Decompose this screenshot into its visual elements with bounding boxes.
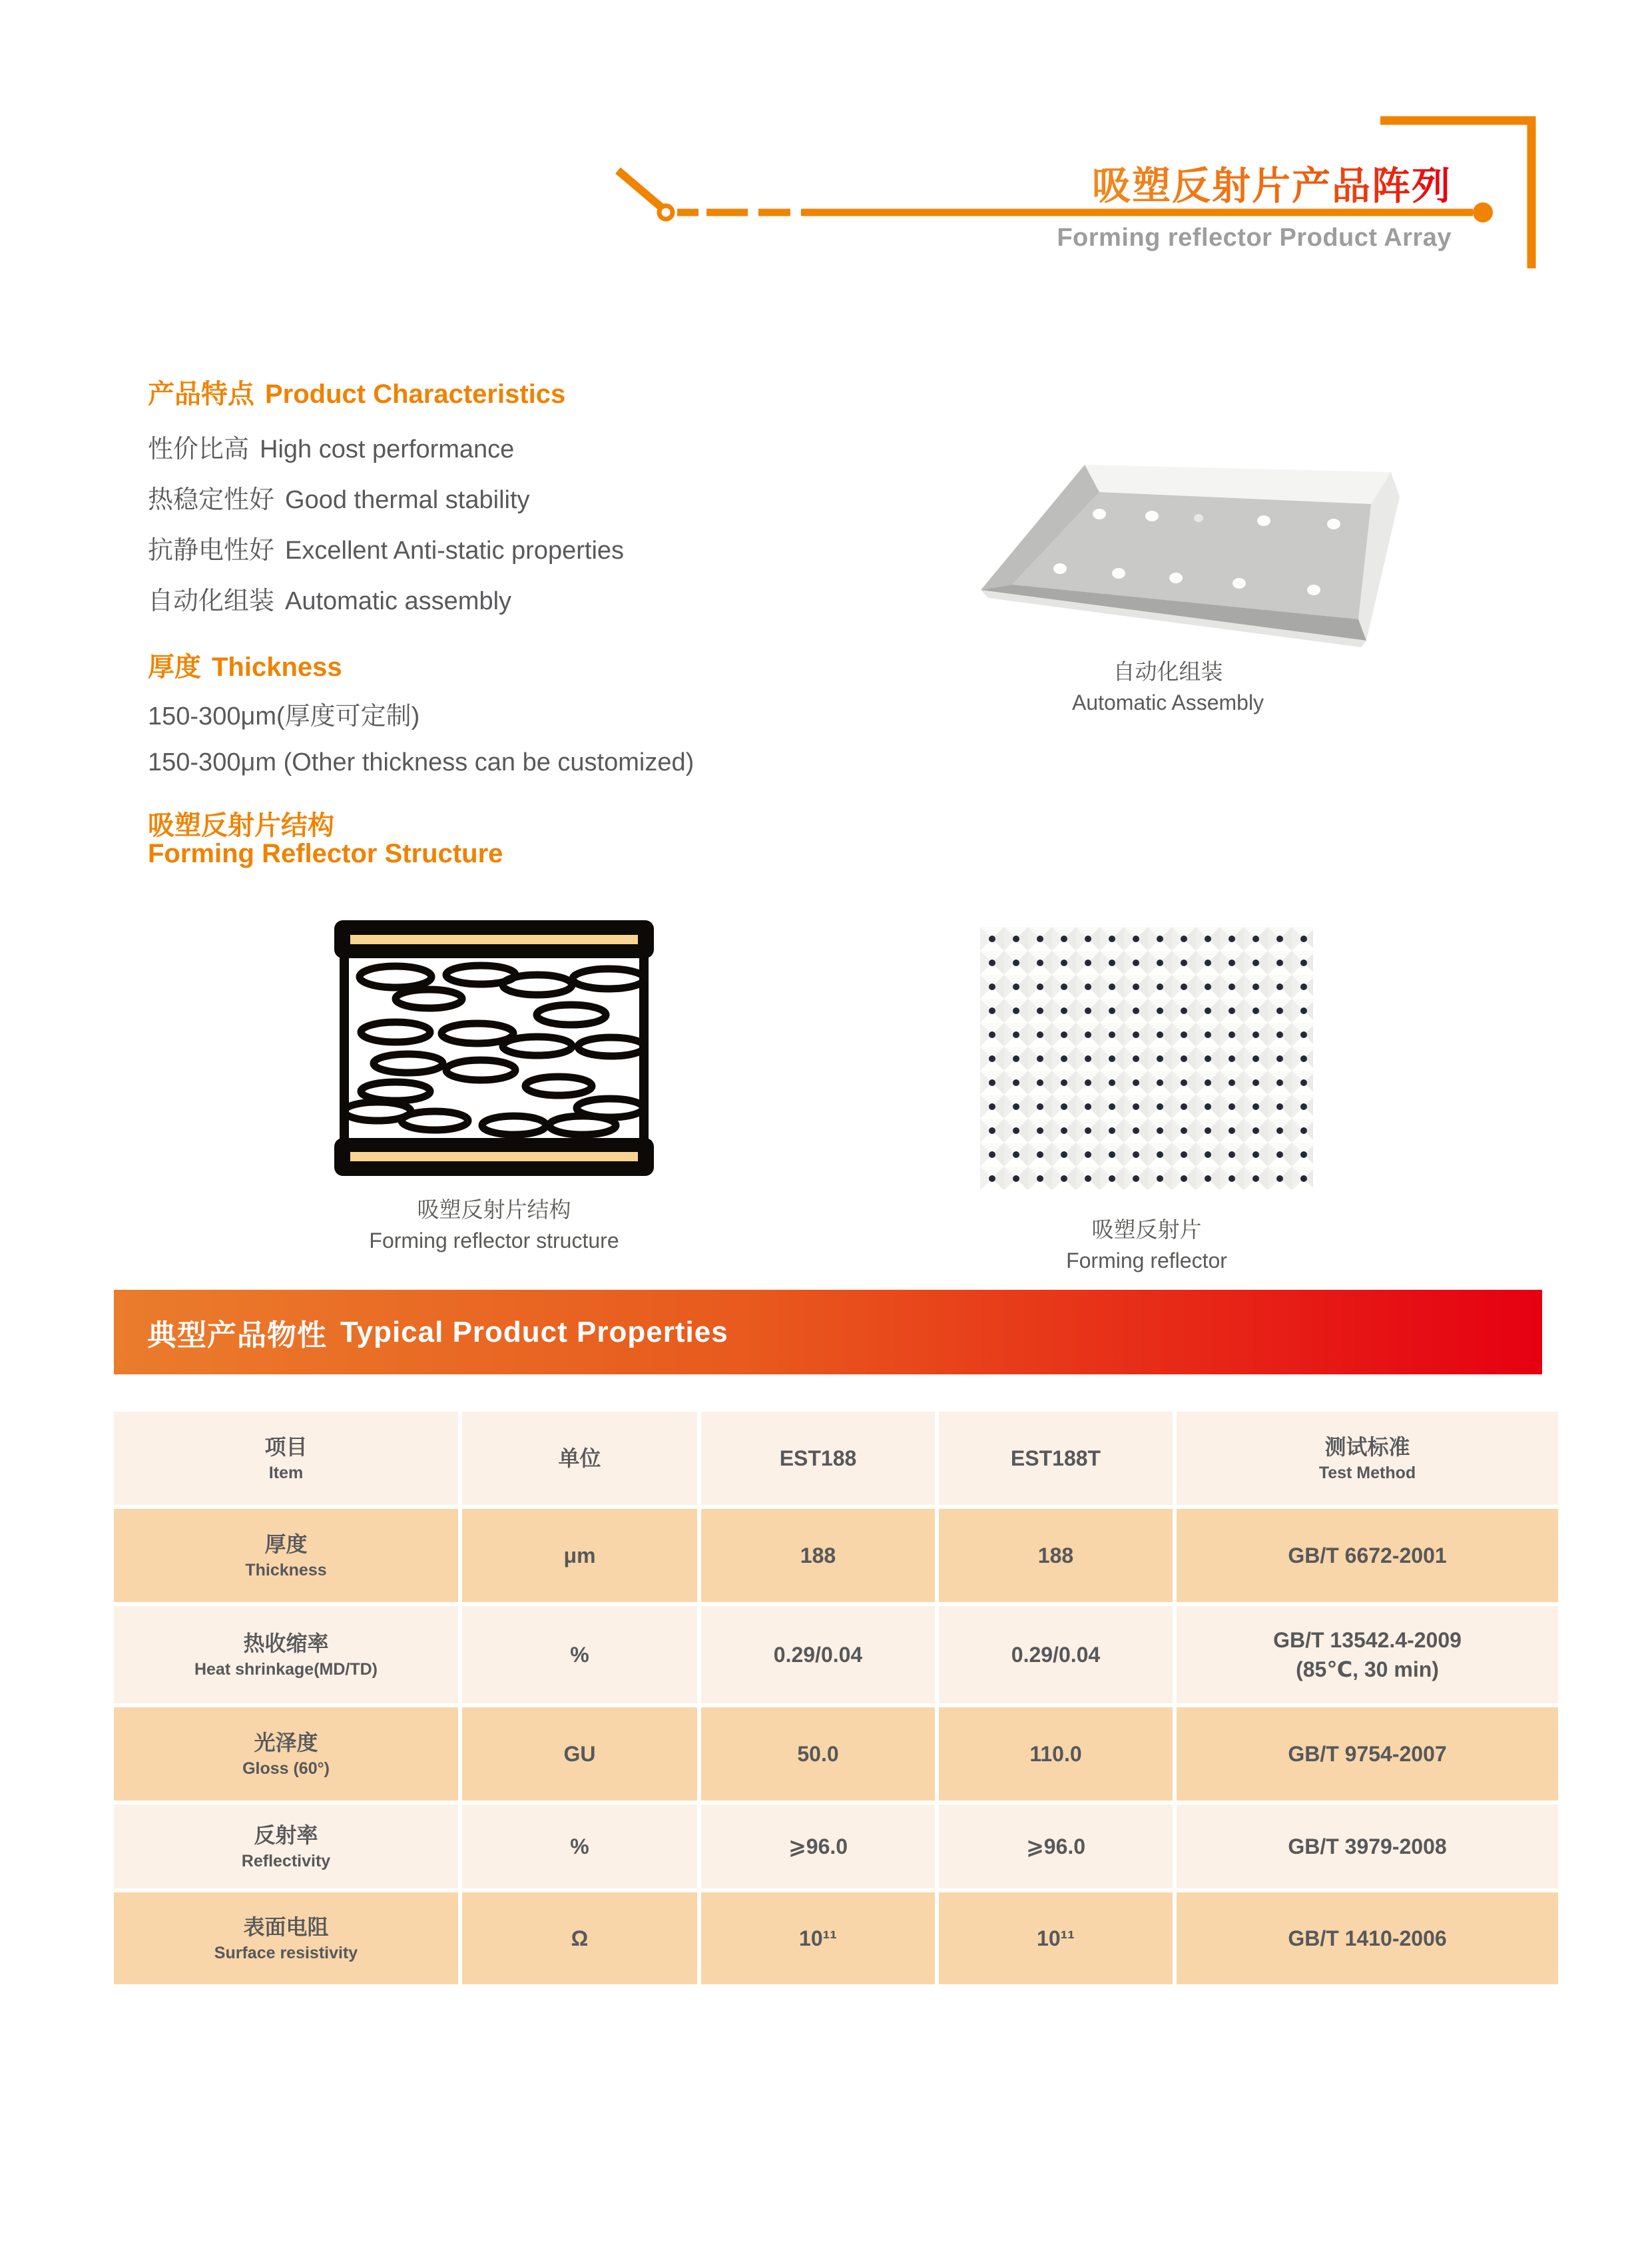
table-row-reflectivity-est188 — [701, 1805, 935, 1888]
row-value: 0.29/0.04 — [1011, 1643, 1101, 1667]
table-row-shrinkage-method — [1177, 1606, 1558, 1703]
row-unit: GU — [563, 1742, 596, 1766]
feature-zh: 性价比高 — [148, 435, 250, 463]
table-row-shrinkage-item — [114, 1606, 458, 1703]
thickness-line-2: 150-300μm (Other thickness can be customized) — [148, 748, 694, 776]
forming-reflector-image — [980, 927, 1313, 1189]
table-row-reflectivity-unit — [462, 1805, 697, 1888]
table-row-reflectivity-item — [114, 1805, 458, 1888]
feature-en: Automatic assembly — [285, 587, 512, 615]
table-row-resistivity-est188t — [939, 1892, 1173, 1984]
void-ellipses — [344, 966, 645, 1135]
line-ring-node — [659, 206, 673, 219]
feature-en: Good thermal stability — [285, 486, 530, 514]
row-value: ⩾96.0 — [1025, 1834, 1086, 1858]
table-row-reflectivity-method — [1177, 1805, 1558, 1888]
table-row-gloss-item — [114, 1707, 458, 1801]
structure-heading-en: Forming Reflector Structure — [148, 839, 503, 868]
reflector-caption-en: Forming reflector — [1066, 1249, 1227, 1272]
row-unit: μm — [563, 1543, 596, 1567]
thickness-heading — [148, 646, 342, 684]
page-subtitle: Forming reflector Product Array — [1057, 224, 1452, 252]
row-value: 10¹¹ — [1037, 1926, 1075, 1950]
table-row-resistivity-item — [114, 1892, 458, 1984]
row-item-zh: 表面电阻 — [243, 1915, 329, 1939]
row-method: GB/T 9754-2007 — [1288, 1742, 1447, 1766]
row-value: 188 — [1037, 1543, 1074, 1567]
properties-banner-en: Typical Product Properties — [340, 1315, 728, 1348]
feature-item — [148, 479, 530, 515]
row-item-en: Surface resistivity — [214, 1944, 358, 1962]
row-method: GB/T 1410-2006 — [1288, 1926, 1447, 1950]
header-est188t: EST188T — [1010, 1446, 1101, 1470]
assembly-caption-en: Automatic Assembly — [1071, 691, 1264, 714]
header-item-zh: 项目 — [264, 1435, 308, 1459]
row-unit: % — [570, 1643, 589, 1667]
table-header-method — [1177, 1412, 1558, 1505]
header-decoration-lines — [0, 0, 1652, 306]
row-unit: % — [570, 1834, 589, 1858]
header-method-en: Test Method — [1318, 1464, 1416, 1482]
table-header-item — [114, 1412, 458, 1505]
row-item-zh: 反射率 — [254, 1823, 318, 1847]
properties-banner — [114, 1290, 1542, 1374]
characteristics-heading — [148, 373, 565, 411]
header-est188: EST188 — [779, 1446, 857, 1470]
row-method: GB/T 13542.4-2009 — [1273, 1628, 1462, 1652]
row-item-zh: 光泽度 — [254, 1731, 318, 1755]
table-row-gloss-unit — [462, 1707, 697, 1801]
row-value: 10¹¹ — [799, 1926, 837, 1950]
feature-zh: 自动化组装 — [148, 587, 275, 615]
reflector-caption — [980, 1215, 1313, 1276]
table-row-thickness-method — [1177, 1509, 1558, 1602]
row-method-2: (85℃, 30 min) — [1296, 1657, 1439, 1681]
table-row-resistivity-est188 — [701, 1892, 935, 1984]
row-value: 110.0 — [1029, 1742, 1082, 1766]
row-unit: Ω — [571, 1926, 589, 1950]
table-row-gloss-method — [1177, 1707, 1558, 1801]
row-item-en: Reflectivity — [241, 1852, 331, 1870]
table-header-est188 — [701, 1412, 935, 1505]
header-unit: 单位 — [558, 1446, 601, 1470]
table-row-shrinkage-unit — [462, 1606, 697, 1703]
header-item-en: Item — [268, 1464, 304, 1482]
table-row-resistivity-method — [1177, 1892, 1558, 1984]
table-row-thickness-est188 — [701, 1509, 935, 1602]
header-method-zh: 测试标准 — [1324, 1435, 1410, 1459]
assembly-caption — [968, 657, 1368, 718]
structure-caption-zh: 吸塑反射片结构 — [417, 1197, 571, 1222]
row-item-en: Gloss (60°) — [242, 1759, 330, 1778]
table-row-thickness-unit — [462, 1509, 697, 1602]
feature-item — [148, 580, 511, 617]
line-end-dot — [1473, 202, 1493, 222]
feature-en: Excellent Anti-static properties — [285, 537, 625, 565]
characteristics-heading-zh: 产品特点 — [148, 380, 254, 409]
reflector-caption-zh: 吸塑反射片 — [1091, 1217, 1202, 1242]
automatic-assembly-image — [959, 453, 1412, 653]
feature-zh: 抗静电性好 — [148, 537, 275, 565]
table-header-unit — [462, 1412, 697, 1505]
structure-caption-en: Forming reflector structure — [369, 1229, 619, 1253]
table-row-gloss-est188 — [701, 1707, 935, 1801]
properties-banner-zh: 典型产品物性 — [147, 1318, 327, 1352]
feature-item — [148, 529, 624, 566]
row-method: GB/T 3979-2008 — [1288, 1834, 1447, 1858]
table-row-thickness-est188t — [939, 1509, 1173, 1602]
characteristics-heading-en: Product Characteristics — [265, 380, 566, 409]
table-row-shrinkage-est188t — [939, 1606, 1173, 1703]
row-item-zh: 厚度 — [264, 1532, 308, 1556]
page-title: 吸塑反射片产品阵列 — [1092, 154, 1452, 210]
table-row-shrinkage-est188 — [701, 1606, 935, 1703]
properties-table — [114, 1412, 1542, 1984]
table-row-gloss-est188t — [939, 1707, 1173, 1801]
row-value: 50.0 — [797, 1742, 839, 1766]
row-item-zh: 热收缩率 — [243, 1631, 329, 1655]
structure-heading-zh: 吸塑反射片结构 — [148, 811, 334, 840]
table-row-thickness-item — [114, 1509, 458, 1602]
feature-en: High cost performance — [260, 435, 515, 463]
structure-caption — [334, 1195, 654, 1256]
row-value: 0.29/0.04 — [773, 1643, 863, 1667]
thickness-line-1: 150-300μm(厚度可定制) — [148, 702, 420, 730]
structure-diagram-image — [334, 920, 654, 1176]
row-item-en: Heat shrinkage(MD/TD) — [194, 1660, 378, 1679]
row-method: GB/T 6672-2001 — [1288, 1543, 1447, 1567]
table-row-reflectivity-est188t — [939, 1805, 1173, 1888]
thickness-heading-en: Thickness — [212, 653, 342, 682]
row-value: 188 — [800, 1543, 836, 1567]
feature-item — [148, 428, 514, 465]
thickness-heading-zh: 厚度 — [148, 653, 201, 682]
row-value: ⩾96.0 — [788, 1834, 848, 1858]
assembly-caption-zh: 自动化组装 — [1113, 659, 1223, 684]
table-header-est188t — [939, 1412, 1173, 1505]
table-row-resistivity-unit — [462, 1892, 697, 1984]
row-item-en: Thickness — [245, 1561, 327, 1579]
feature-zh: 热稳定性好 — [148, 486, 275, 514]
